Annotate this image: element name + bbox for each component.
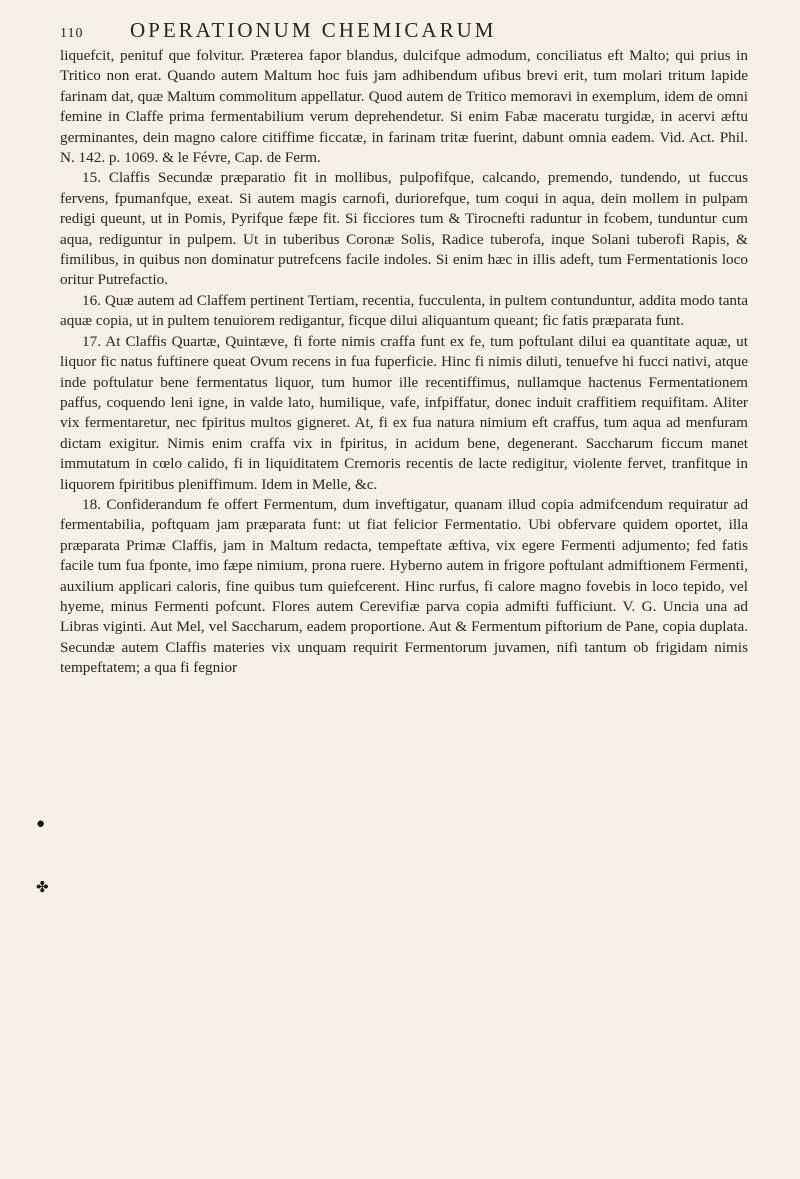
paragraph-continuation: liquefcit, penituf que folvitur. Præterea fapor blandus, dulcifque admodum, conciliatus eft Malto; qui prius in Tritico non erat. Quando autem Maltum hoc fuis jam adhibendum ufibus brevi erit, tum molari tritum lapide farinam dat, quæ Maltum commolitum appellatur. Quod autem de Tritico memoravi in exemplum, idem de omni femine in Claffe prima fermentabilium verum deprehendetur. Si enim Fabæ maceratu turgidæ, in acervi æftu germinantes, dein magno calore citiffime ficcatæ, in farinam tritæ fuerint, dabunt omnia eadem. Vid. Act. Phil. N. 142. p. 1069. & le Févre, Cap. de Ferm. — [60, 47, 748, 167]
running-head — [60, 18, 748, 44]
running-title: OPERATIONUM CHEMICARUM — [130, 18, 497, 42]
paragraph-16: 16. Quæ autem ad Claffem pertinent Tertiam, recentia, fucculenta, in pultem contunduntur, addita modo tanta aquæ copia, ut in pultem tenuiorem redigantur, ficque dilui aliquantum queant; fic fatis præparata funt. — [60, 291, 748, 330]
body-text — [60, 46, 748, 679]
paragraph-17: 17. At Claffis Quartæ, Quintæve, fi forte nimis craffa funt ex fe, tum poftulant dilui ea quantitate aquæ, ut liquor fic natus fuftinere queat Ovum recens in fua fuperficie. Hinc fi nimis diluti, tenuefve hi fucci nativi, atque inde poftulatur bene fermentatus liquor, tum humor ille recentiffimus, nullamque hactenus Fermentationem paffus, coquendo leni igne, in valde lato, humilique, vafe, infpiffatur, donec induit craffitiem requifitam. Aliter vix fermentaretur, nec fpiritus multos gigneret. At, fi ex fua natura nimium eft craffus, tum aqua ad menfuram dictam exigitur. Nimis enim craffa vix in fpiritus, in acidum bene, degenerant. Saccharum ficcum manet immutatum in cœlo calido, fi in liquiditatem Cremoris recentis de lacte redigitur, violente fervet, tranfitque in liquorem fpiritibus pleniffimum. Idem in Melle, &c. — [60, 332, 748, 493]
paragraph-18: 18. Confiderandum fe offert Fermentum, dum inveftigatur, quanam illud copia admifcendum requiratur ad fermentabilia, poftquam jam præparata funt: ut fiat felicior Fermentatio. Ubi obfervare quidem oportet, illa præparata Primæ Claffis, jam in Maltum redacta, tempeftate æftiva, vix egere Fermenti adjumento; fed fatis facile tum fua fponte, imo fæpe nimium, prona ruere. Hyberno autem in frigore poftulant admiftionem Fermenti, auxilium applicari caloris, fine quibus tum quiefcerent. Hinc rurfus, fi calore magno fovebis in loco tepido, vel hyeme, minus Fermenti pofcunt. Flores autem Cerevifiæ parva copia admifti fufficiunt. V. G. Uncia una ad Libras viginti. Aut Mel, vel Saccharum, eadem proportione. Aut & Fermentum piftorium de Pane, copia duplata. Secundæ autem Claffis materies vix unquam requirit Fermentorum juvamen, nifi tantum ob frigidam nimis tempeftatem; a qua fi fegnior — [60, 495, 748, 677]
margin-dot-mark: ● — [36, 816, 46, 832]
page-number: 110 — [60, 26, 84, 41]
margin-flower-mark: ✤ — [36, 880, 49, 896]
paragraph-15: 15. Claffis Secundæ præparatio fit in mollibus, pulpofifque, calcando, premendo, tundendo, ut fuccus fervens, fpumanfque, exeat. Si autem magis carnofi, duriorefque, tum coqui in aqua, dein mollem in pulpam redigi queunt, ut in Pomis, Pyrifque fæpe fit. Si ficciores tum & Tirocnefti raduntur in fcobem, tunduntur cum aqua, rediguntur in pulpem. Ut in tuberibus Coronæ Solis, Radice tuberofa, inque Solani tuberofi Rapis, & fimilibus, in quibus non dominatur putrefcens facile indoles. Si enim hæc in illis adeft, tum Fermentationis loco oritur Putrefactio. — [60, 169, 748, 289]
